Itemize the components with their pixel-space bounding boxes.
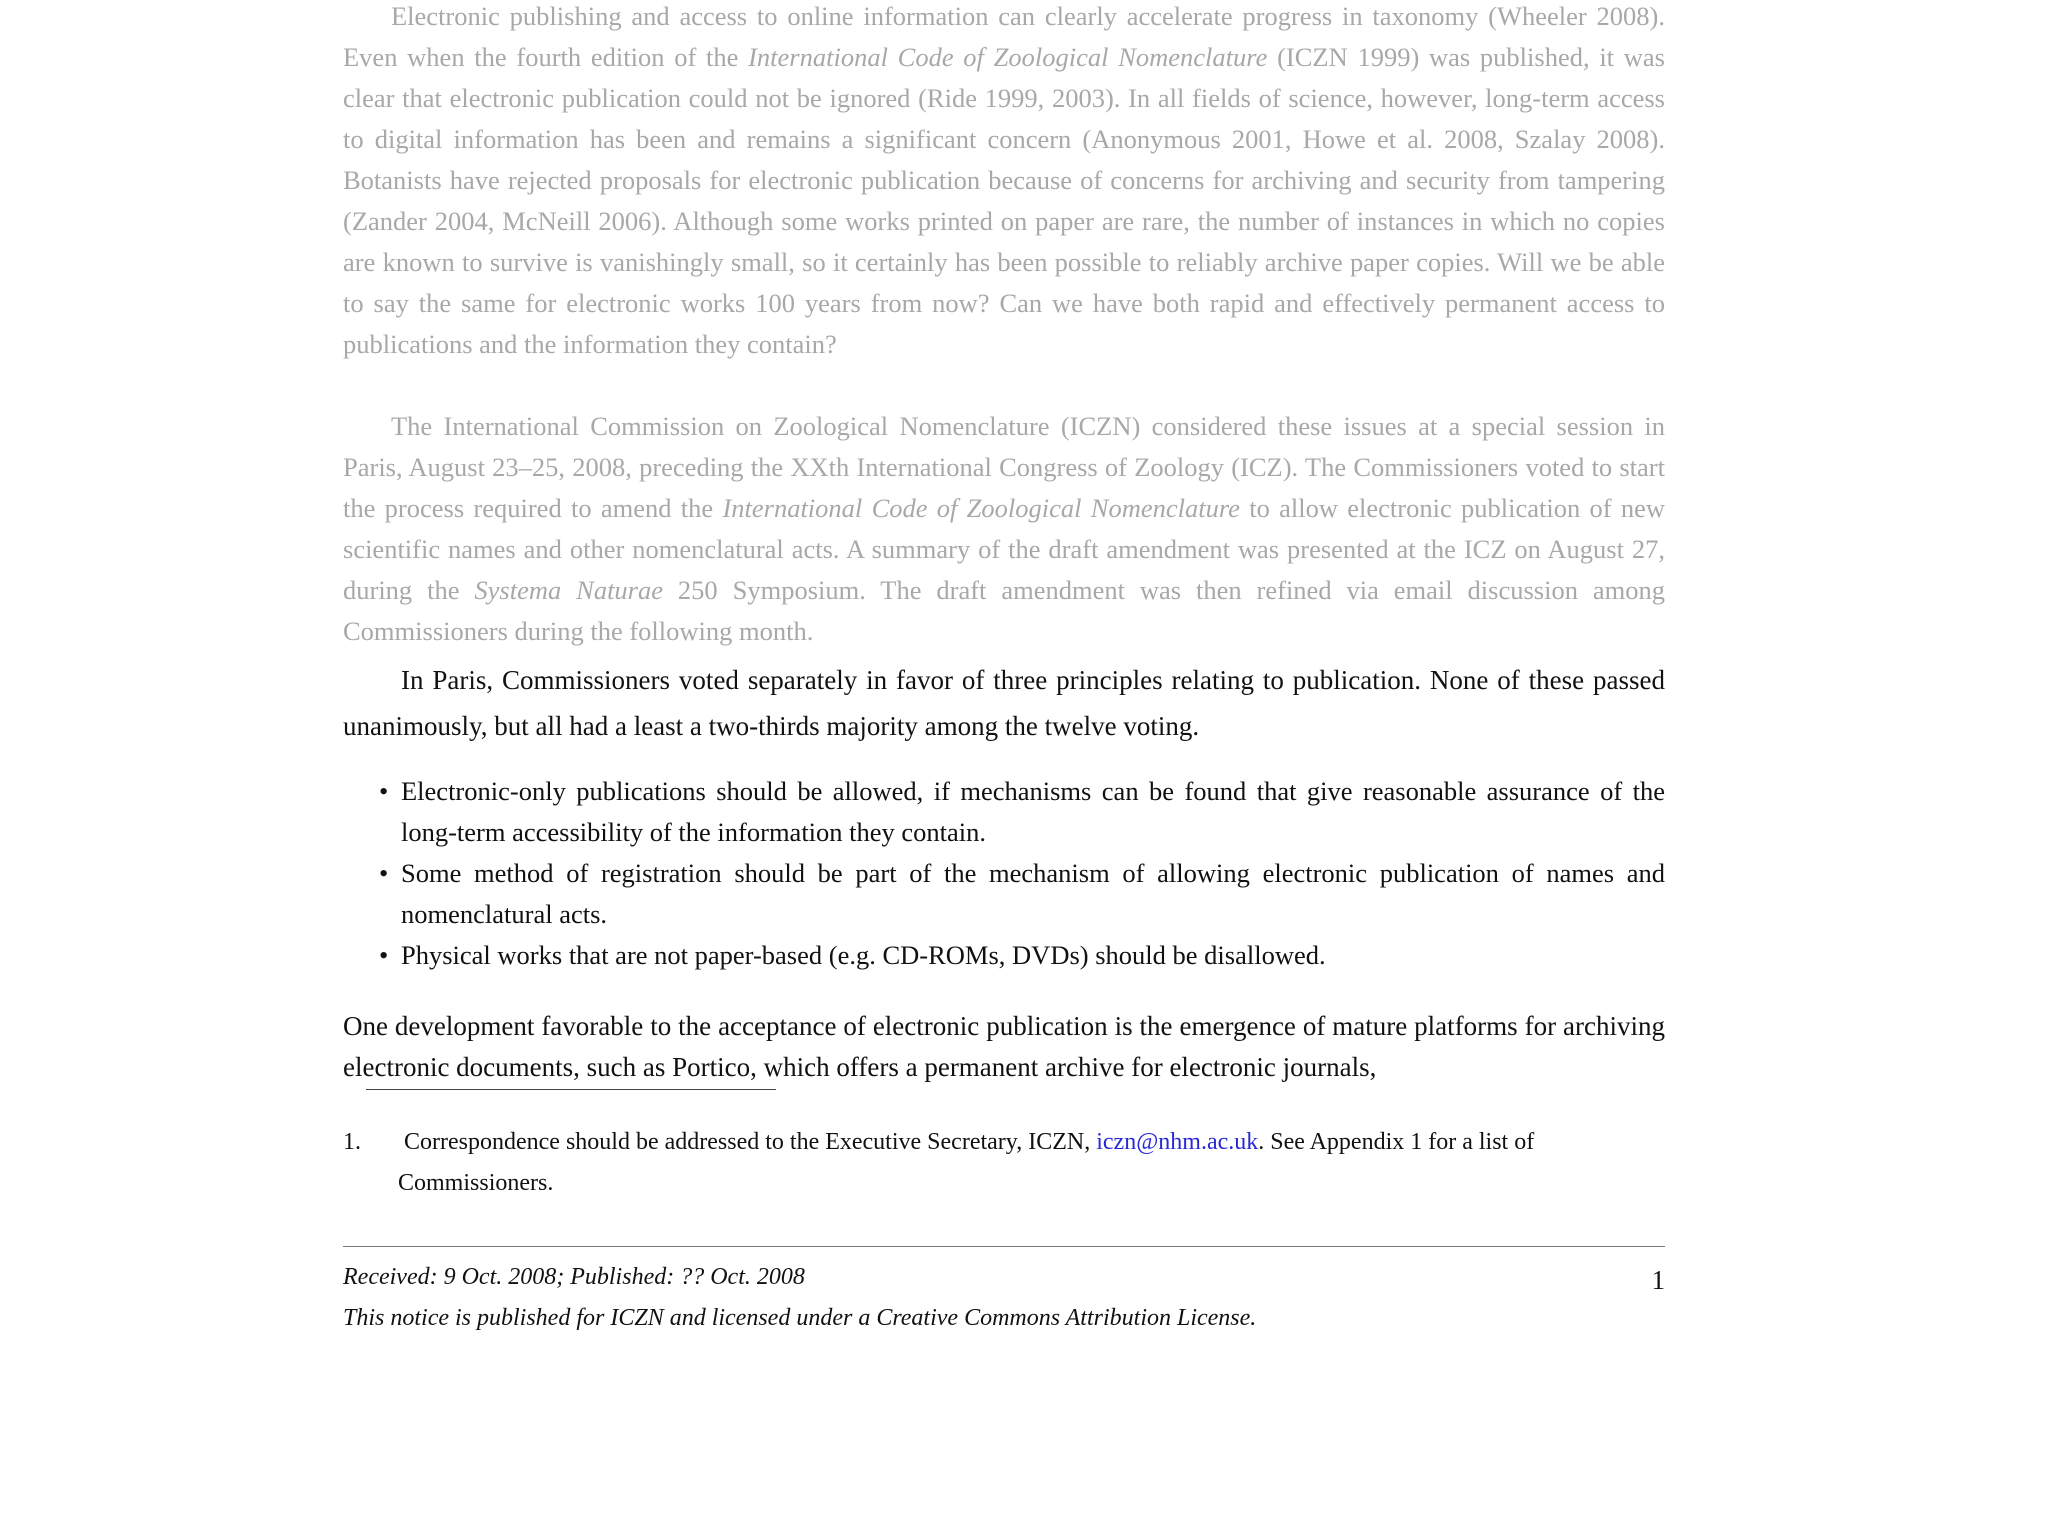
list-item-text: Some method of registration should be part of the mechanism of allowing electronic publication of names and nomenclatural acts. xyxy=(401,858,1665,929)
email-link[interactable]: iczn@nhm.ac.uk xyxy=(1096,1129,1259,1155)
intro-paragraph xyxy=(343,0,1665,365)
systema-naturae-italic: Systema Naturae xyxy=(474,575,664,605)
bullet-icon: • xyxy=(379,940,389,970)
bullet-icon: • xyxy=(379,858,389,888)
footnote-text xyxy=(398,1122,1665,1204)
commission-text-1: The International Commission on Zoological Nomenclature (ICZN) considered these issues at a special session in Paris, August 23–25, 2008, preceding the XXth International Congress of Zoology (ICZ). The Commissioners voted to start the process required to amend the xyxy=(343,411,1665,523)
code-title-italic-2: International Code of Zoological Nomenclature xyxy=(722,493,1240,523)
list-item xyxy=(379,935,1665,976)
intro-text-1: Electronic publishing and access to online information can clearly accelerate progress in taxonomy (Wheeler 2008). Even when the fourth edition of the xyxy=(343,1,1665,72)
footnote-divider xyxy=(366,1089,776,1090)
commission-text-2: to allow electronic publication of new scientific names and other nomenclatural acts. A summary of the draft amendment was presented at the ICZ on August 27, during the xyxy=(343,493,1665,605)
license-line: This notice is published for ICZN and licensed under a Creative Commons Attribution License. xyxy=(343,1305,1257,1331)
list-item-text: Electronic-only publications should be allowed, if mechanisms can be found that give reasonable assurance of the long-term accessibility of the information they contain. xyxy=(401,776,1665,847)
archiving-paragraph: One development favorable to the acceptance of electronic publication is the emergence of mature platforms for archiving electronic documents, such as Portico, which offers a permanent archive for electronic journals, xyxy=(343,1011,1665,1082)
list-item xyxy=(379,771,1665,853)
footnote-text-2: . See Appendix 1 for a list of Commissioners. xyxy=(398,1129,1535,1196)
list-item-text: Physical works that are not paper-based (e.g. CD-ROMs, DVDs) should be disallowed. xyxy=(401,940,1326,970)
list-item xyxy=(379,853,1665,935)
page-number: 1 xyxy=(1651,1265,1665,1295)
bullet-icon: • xyxy=(379,776,389,806)
principles-paragraph: In Paris, Commissioners voted separately in favor of three principles relating to publication. None of these passed unanimously, but all had a least a two-thirds majority among the twelve voting. xyxy=(343,665,1665,741)
principles-list xyxy=(379,771,1665,976)
footnote xyxy=(343,1122,1665,1204)
footnote-number: 1. xyxy=(343,1129,361,1155)
received-published-line: Received: 9 Oct. 2008; Published: ?? Oct. 2008 xyxy=(343,1264,805,1290)
commission-text-3: 250 Symposium. The draft amendment was then refined via email discussion among Commissioners during the following month. xyxy=(343,575,1666,646)
commission-paragraph xyxy=(343,406,1665,652)
code-title-italic: International Code of Zoological Nomenclature xyxy=(748,42,1268,72)
intro-text-2: (ICZN 1999) was published, it was clear that electronic publication could not be ignored (Ride 1999, 2003). In all fields of science, however, long-term access to digital information has been and remains a significant concern (Anonymous 2001, Howe et al. 2008, Szalay 2008). Botanists have rejected proposals for electronic publication because of concerns for archiving and security from tampering (Zander 2004, McNeill 2006). Although some works printed on paper are rare, the number of instances in which no copies are known to survive is vanishingly small, so it certainly has been possible to reliably archive paper copies. Will we be able to say the same for electronic works 100 years from now? Can we have both rapid and effectively permanent access to publications and the information they contain? xyxy=(343,42,1665,359)
footnote-text-1: Correspondence should be addressed to the Executive Secretary, ICZN, xyxy=(404,1129,1097,1155)
footer-divider xyxy=(343,1246,1665,1247)
